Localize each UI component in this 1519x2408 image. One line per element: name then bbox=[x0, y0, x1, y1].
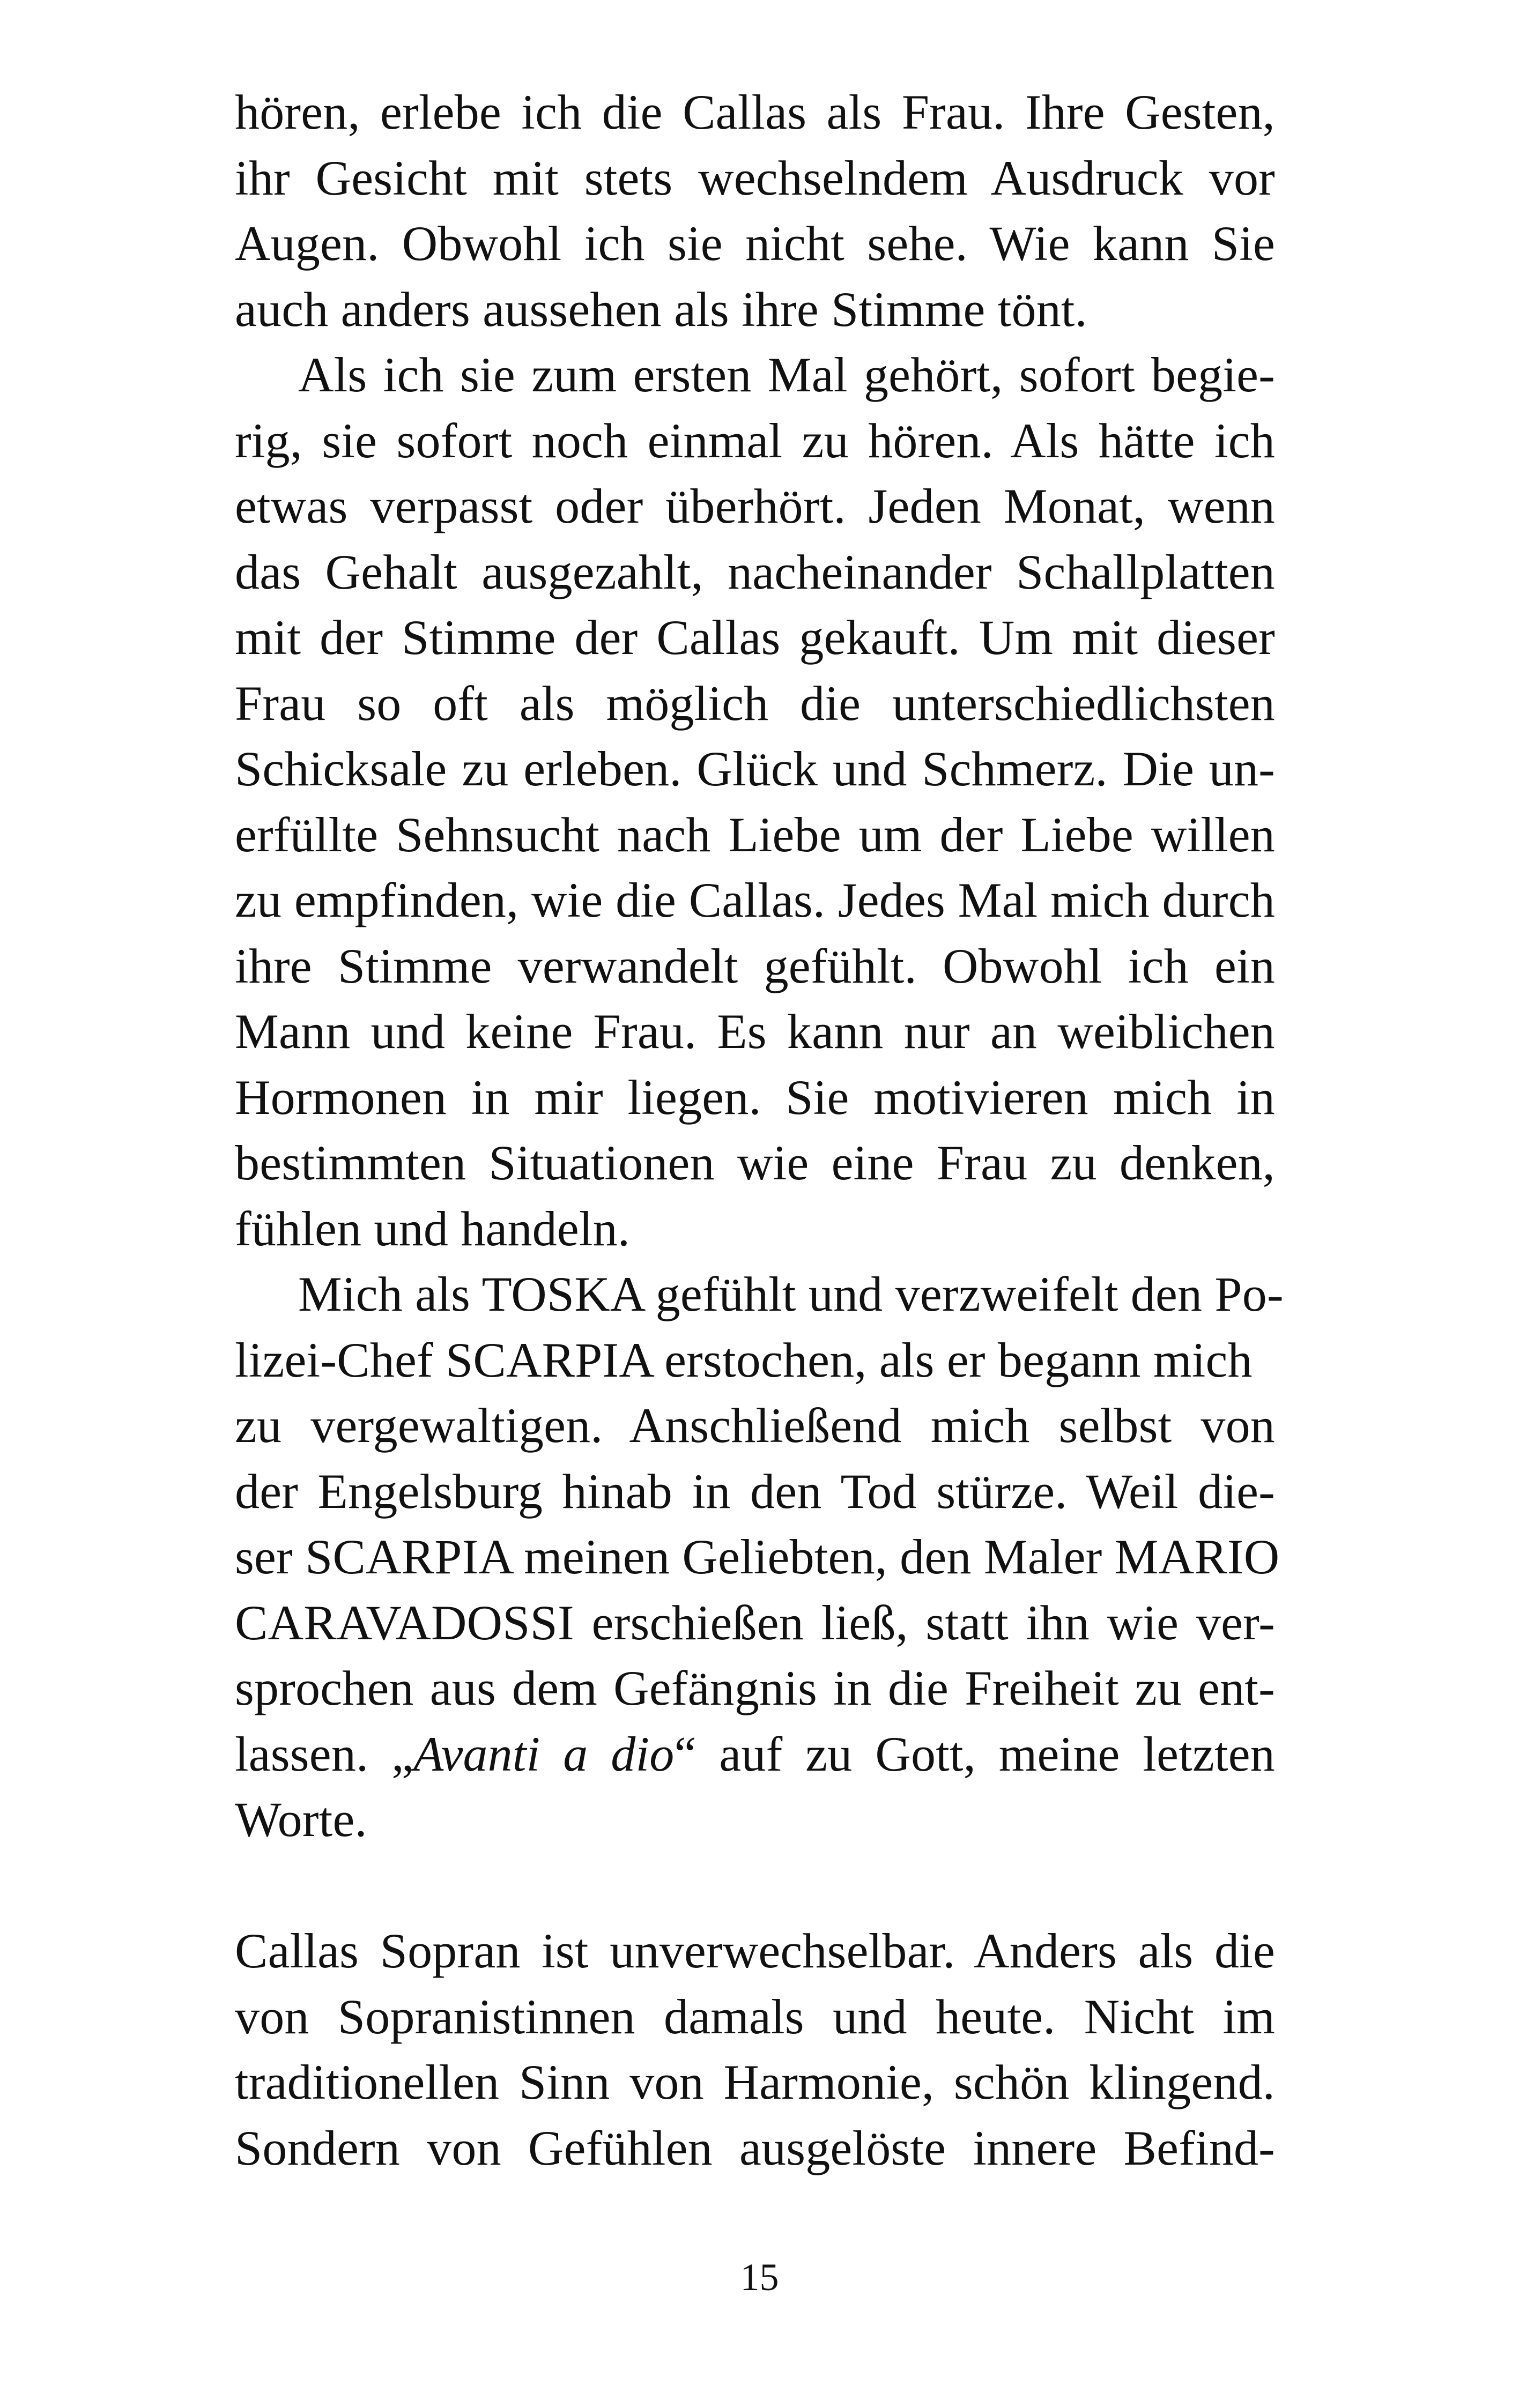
paragraph-gap bbox=[235, 1853, 1275, 1919]
text-line: CARAVADOSSI erschießen ließ, statt ihn wie ver- bbox=[235, 1595, 1275, 1650]
text-line: erfüllte Sehnsucht nach Liebe um der Liebe willen bbox=[235, 807, 1275, 862]
quote-before: lassen. „ bbox=[235, 1726, 414, 1781]
text-line: lizei-Chef SCARPIA erstochen, als er begann mich bbox=[235, 1332, 1253, 1387]
text-line: ihre Stimme verwandelt gefühlt. Obwohl ich ein bbox=[235, 938, 1275, 993]
text-line: von Sopranistinnen damals und heute. Nicht im bbox=[235, 1989, 1275, 2044]
text-line: zu empfinden, wie die Callas. Jedes Mal mich durch bbox=[235, 873, 1275, 927]
text-line: Worte. bbox=[235, 1792, 367, 1847]
text-line: Hormonen in mir liegen. Sie motivieren mich in bbox=[235, 1069, 1275, 1125]
text-line: der Engelsburg hinab in den Tod stürze. Weil die- bbox=[235, 1463, 1275, 1519]
text-line: traditionellen Sinn von Harmonie, schön klingend. bbox=[235, 2055, 1275, 2109]
text-line: mit der Stimme der Callas gekauft. Um mit dieser bbox=[235, 610, 1275, 665]
text-line: Sondern von Gefühlen ausgelöste innere Befind- bbox=[235, 2120, 1275, 2175]
quote-after: “ auf zu Gott, meine letzten bbox=[674, 1726, 1275, 1781]
text-line: Schicksale zu erleben. Glück und Schmerz. Die un- bbox=[235, 741, 1275, 796]
text-line: das Gehalt ausgezahlt, nacheinander Schallplatten bbox=[235, 544, 1275, 599]
text-line: Augen. Obwohl ich sie nicht sehe. Wie kann Sie bbox=[235, 216, 1275, 271]
text-line: rig, sie sofort noch einmal zu hören. Als hätte ich bbox=[235, 413, 1275, 468]
text-line: Callas Sopran ist unverwechselbar. Anders als die bbox=[235, 1923, 1275, 1978]
text-line: bestimmten Situationen wie eine Frau zu denken, bbox=[235, 1135, 1275, 1190]
text-line: Mich als TOSKA gefühlt und verzweifelt den Po- bbox=[298, 1267, 1284, 1321]
page-number: 15 bbox=[740, 2256, 779, 2299]
text-line: Frau so oft als möglich die unterschiedlichsten bbox=[235, 675, 1275, 731]
text-line: etwas verpasst oder überhört. Jeden Monat, wenn bbox=[235, 479, 1275, 533]
text-line: Als ich sie zum ersten Mal gehört, sofort begie- bbox=[298, 347, 1275, 402]
text-line: sprochen aus dem Gefängnis in die Freiheit zu ent- bbox=[235, 1661, 1275, 1715]
text-line: zu vergewaltigen. Anschließend mich selbst von bbox=[235, 1398, 1275, 1453]
italic-quote: Avanti a dio bbox=[413, 1726, 675, 1781]
text-line: ser SCARPIA meinen Geliebten, den Maler MARIO bbox=[235, 1529, 1280, 1584]
text-line: ihr Gesicht mit stets wechselndem Ausdruck vor bbox=[235, 150, 1275, 205]
text-line: hören, erlebe ich die Callas als Frau. Ihre Gesten, bbox=[235, 85, 1275, 139]
text-line: fühlen und handeln. bbox=[235, 1201, 631, 1256]
text-line-with-quote bbox=[235, 1721, 1275, 1787]
text-line: Mann und keine Frau. Es kann nur an weiblichen bbox=[235, 1004, 1275, 1059]
body-text bbox=[235, 79, 1284, 2181]
text-line: auch anders aussehen als ihre Stimme tönt. bbox=[235, 281, 1087, 337]
